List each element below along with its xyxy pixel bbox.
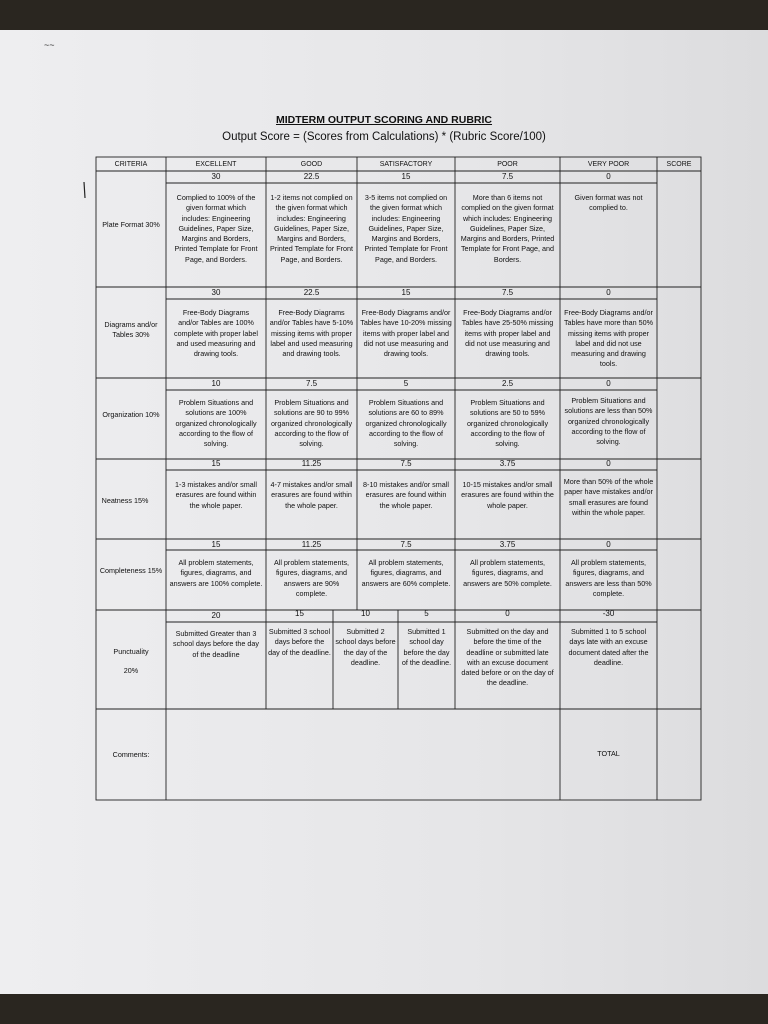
header-very-poor: VERY POOR [587, 161, 630, 168]
score-value: 11.25 [301, 459, 322, 468]
document-subtitle: Output Score = (Scores from Calculations) * (Rubric Score/100) [222, 131, 546, 143]
score-value: 30 [211, 172, 221, 181]
descriptor-poor: Submitted on the day and before the time of the deadline or submitted late with an excuse document dated before or on the day of the deadline. [461, 627, 554, 688]
descriptor-excellent: Submitted Greater than 3 school days before the day of the deadline [173, 629, 259, 659]
header-poor: POOR [497, 161, 518, 168]
descriptor-good: All problem statements, figures, diagrams, and answers are 90% complete. [273, 558, 350, 598]
score-value: 7.5 [400, 540, 412, 549]
header-satisfactory: SATISFACTORY [379, 161, 433, 168]
score-value: 22.5 [303, 288, 320, 297]
score-value: 15 [211, 540, 221, 549]
score-value: -30 [602, 609, 615, 618]
score-value: 3.75 [499, 459, 516, 468]
score-value: 0 [606, 379, 611, 388]
descriptor-excellent: All problem statements, figures, diagrams, and answers are 100% complete. [169, 558, 263, 588]
descriptor-good: Free-Body Diagrams and/or Tables have 5-10% missing items with proper label and used measuring and drawing tools. [269, 308, 354, 359]
criteria-punctuality: Punctuality [113, 647, 149, 656]
score-value: 2.5 [501, 379, 514, 388]
score-value: 7.5 [501, 288, 514, 297]
score-value: 0 [606, 540, 611, 549]
descriptor-very-poor: Problem Situations and solutions are less than 50% organized chronologically according to the flow of solving. [564, 396, 653, 447]
score-value: 10 [211, 379, 221, 388]
pen-mark: ~~ [44, 40, 55, 50]
score-value: 7.5 [305, 379, 318, 388]
criteria-completeness: Completeness 15% [99, 566, 163, 575]
criteria-diagrams: Diagrams and/or Tables 30% [104, 320, 158, 340]
descriptor-poor: More than 6 items not complied on the given format which includes: Engineering Guidelines, Paper Size, Margins and Borders, Printed Template for Front Page, and Borders. [460, 193, 555, 264]
score-value: 7.5 [400, 459, 412, 468]
descriptor-good: Problem Situations and solutions are 90 to 99% organized chronologically according to the flow of solving. [270, 398, 353, 449]
descriptor-good-2-days: Submitted 2 school days before the day of the deadline. [335, 627, 396, 667]
descriptor-satisfactory: 8-10 mistakes and/or small erasures are found within the whole paper. [363, 480, 449, 510]
criteria-plate-format: Plate Format 30% [102, 220, 160, 229]
header-criteria: CRITERIA [114, 161, 148, 168]
score-value: 15 [211, 459, 221, 468]
descriptor-good: 1-2 items not complied on the given format which includes: Engineering Guidelines, Paper Size, Margins and Borders, Printed Template for Front Page, and Borders. [270, 193, 353, 264]
score-value: 15 [295, 609, 304, 618]
score-value: 7.5 [501, 172, 514, 181]
criteria-organization: Organization 10% [102, 410, 160, 419]
score-value: 11.25 [301, 540, 322, 549]
descriptor-excellent: Complied to 100% of the given format which includes: Engineering Guidelines, Paper Size, Margins and Borders, Printed Template for Front Page, and Borders. [174, 193, 258, 264]
score-value: 15 [401, 172, 411, 181]
criteria-neatness: Neatness 15% [101, 496, 149, 505]
score-value: 0 [606, 288, 611, 297]
score-value: 0 [606, 459, 611, 468]
descriptor-excellent: Free-Body Diagrams and/or Tables are 100% complete with proper label and used measuring and drawing tools. [174, 308, 258, 359]
document-title: MIDTERM OUTPUT SCORING AND RUBRIC [275, 114, 493, 126]
descriptor-satisfactory: Submitted 1 school day before the day of the deadline. [401, 627, 452, 667]
descriptor-good-3-days: Submitted 3 school days before the day of the deadline. [268, 627, 331, 657]
score-value: 0 [505, 609, 510, 618]
descriptor-poor: All problem statements, figures, diagrams, and answers are 50% complete. [463, 558, 552, 588]
score-value: 15 [401, 288, 411, 297]
score-value: 3.75 [499, 540, 516, 549]
descriptor-very-poor: Submitted 1 to 5 school days late with an excuse document dated after the deadline. [568, 627, 649, 667]
descriptor-very-poor: Given format was not complied to. [574, 193, 643, 213]
score-value: 5 [424, 609, 429, 618]
descriptor-satisfactory: Free-Body Diagrams and/or Tables have 10-20% missing items with proper label and did not use measuring and drawing tools. [360, 308, 452, 359]
descriptor-good: 4-7 mistakes and/or small erasures are found within the whole paper. [270, 480, 353, 510]
score-value: 5 [403, 379, 409, 388]
score-value: 30 [211, 288, 221, 297]
descriptor-very-poor: Free-Body Diagrams and/or Tables have more than 50% missing items with proper label and did not use measuring and drawing tools. [563, 308, 654, 369]
criteria-punctuality-weight: 20% [123, 666, 139, 675]
descriptor-excellent: 1-3 mistakes and/or small erasures are found within the whole paper. [175, 480, 257, 510]
descriptor-very-poor: More than 50% of the whole paper have mistakes and/or small erasures are found within the whole paper. [563, 477, 654, 517]
comments-label: Comments: [112, 750, 150, 759]
score-value: 20 [211, 611, 221, 620]
score-value: 22.5 [303, 172, 320, 181]
total-label: TOTAL [597, 749, 620, 758]
header-good: GOOD [300, 161, 323, 168]
score-value: 10 [361, 609, 370, 618]
descriptor-satisfactory: Problem Situations and solutions are 60 to 89% organized chronologically according to the flow of solving. [365, 398, 447, 449]
descriptor-very-poor: All problem statements, figures, diagrams, and answers are less than 50% complete. [565, 558, 652, 598]
header-score: SCORE [666, 161, 692, 168]
descriptor-poor: Free-Body Diagrams and/or Tables have 25-50% missing items with proper label and did not use measuring and drawing tools. [461, 308, 554, 359]
descriptor-poor: Problem Situations and solutions are 50 to 59% organized chronologically according to the flow of solving. [466, 398, 549, 449]
descriptor-poor: 10-15 mistakes and/or small erasures are found within the whole paper. [461, 480, 554, 510]
header-excellent: EXCELLENT [195, 161, 237, 168]
descriptor-satisfactory: All problem statements, figures, diagrams, and answers are 60% complete. [361, 558, 451, 588]
descriptor-excellent: Problem Situations and solutions are 100% organized chronologically according to the flow of solving. [175, 398, 257, 449]
score-value: 0 [606, 172, 611, 181]
descriptor-satisfactory: 3-5 items not complied on the given format which includes: Engineering Guidelines, Paper Size, Margins and Borders, Printed Template for Front Page, and Borders. [364, 193, 448, 264]
